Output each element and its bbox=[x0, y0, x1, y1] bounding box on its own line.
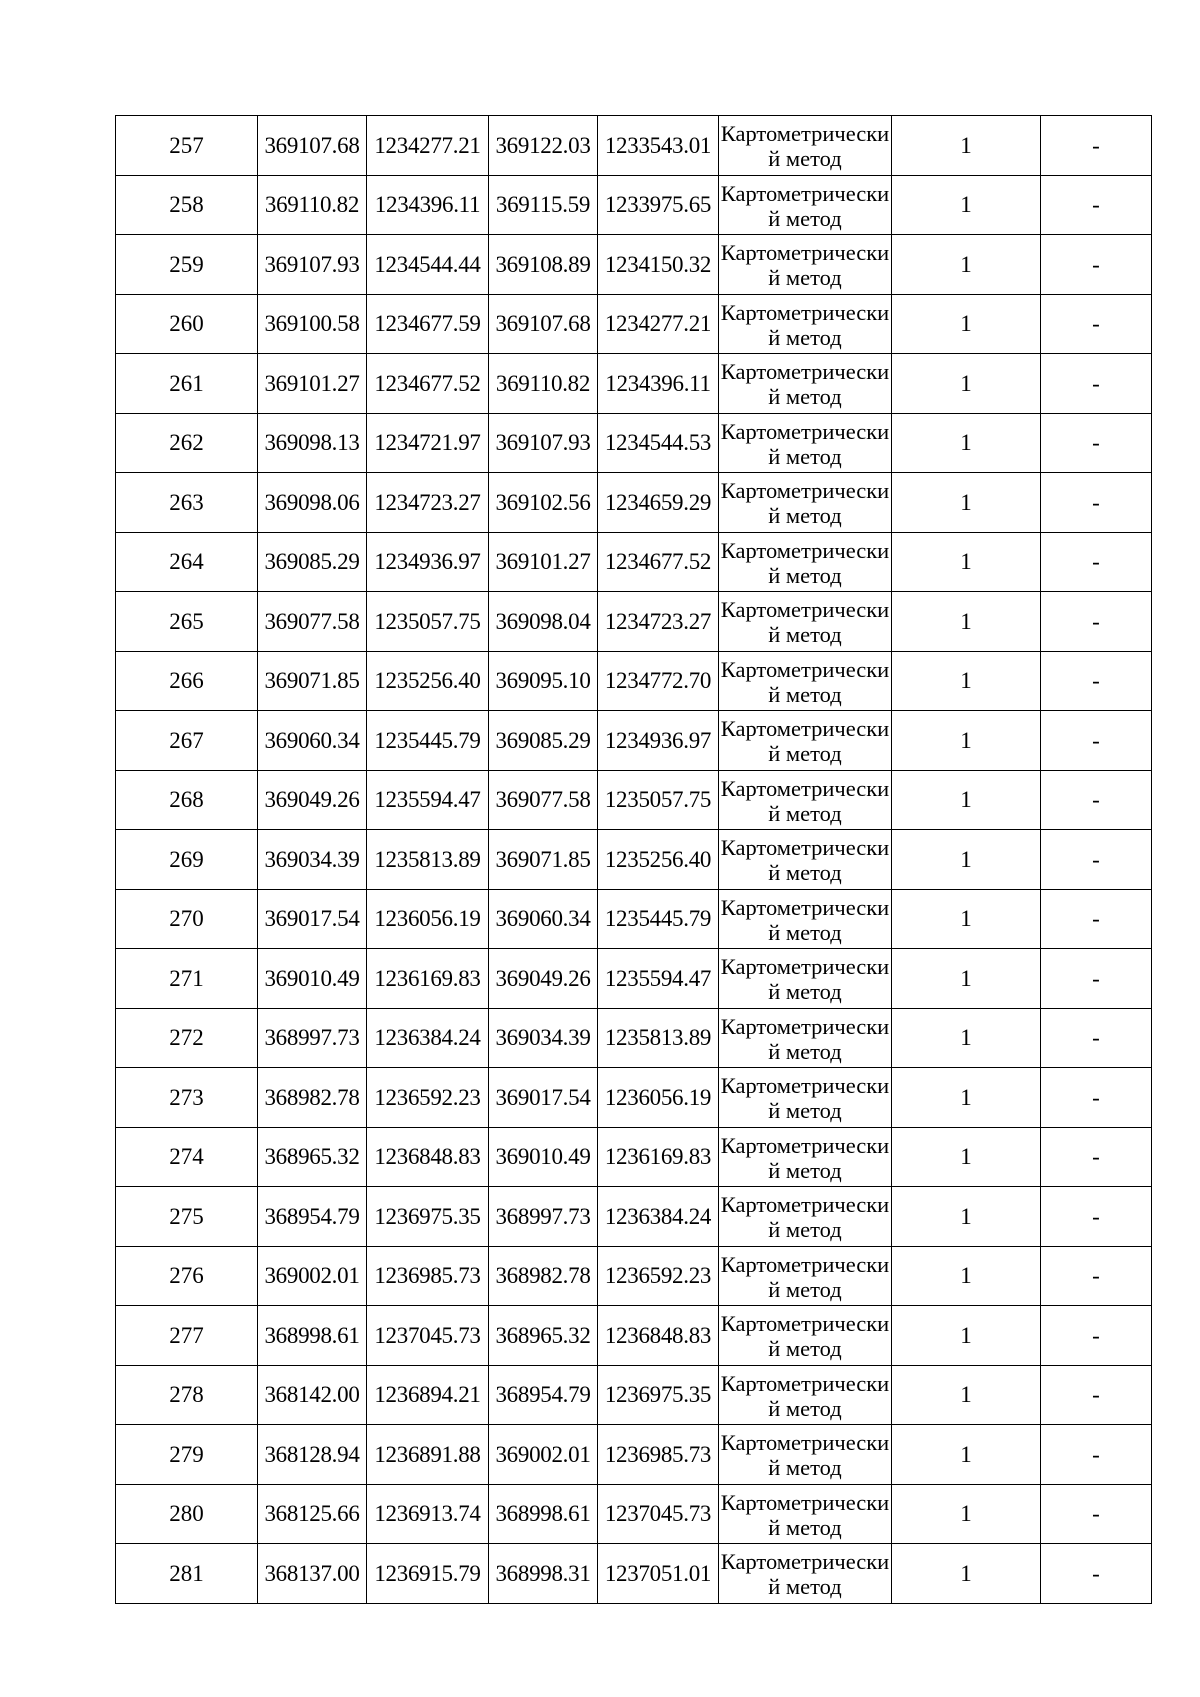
note-cell: - bbox=[1041, 592, 1152, 652]
accuracy-cell: 1 bbox=[892, 770, 1041, 830]
note-cell: - bbox=[1041, 1246, 1152, 1306]
x-coordinate-cell: 369034.39 bbox=[258, 830, 367, 890]
note-cell: - bbox=[1041, 889, 1152, 949]
y-prev-coordinate-cell: 1235057.75 bbox=[598, 770, 719, 830]
note-cell: - bbox=[1041, 1068, 1152, 1128]
note-cell: - bbox=[1041, 651, 1152, 711]
point-number-cell: 259 bbox=[116, 235, 258, 295]
accuracy-cell: 1 bbox=[892, 1187, 1041, 1247]
table-row bbox=[116, 1306, 1152, 1366]
table-row bbox=[116, 592, 1152, 652]
method-cell: Картометрический метод bbox=[719, 651, 892, 711]
point-number-cell: 272 bbox=[116, 1008, 258, 1068]
note-cell: - bbox=[1041, 1127, 1152, 1187]
method-cell: Картометрический метод bbox=[719, 116, 892, 176]
table-row bbox=[116, 116, 1152, 176]
y-prev-coordinate-cell: 1234677.52 bbox=[598, 532, 719, 592]
method-cell: Картометрический метод bbox=[719, 1425, 892, 1485]
method-cell: Картометрический метод bbox=[719, 1246, 892, 1306]
x-prev-coordinate-cell: 369071.85 bbox=[489, 830, 598, 890]
point-number-cell: 280 bbox=[116, 1484, 258, 1544]
method-cell: Картометрический метод bbox=[719, 294, 892, 354]
x-prev-coordinate-cell: 369017.54 bbox=[489, 1068, 598, 1128]
y-coordinate-cell: 1234936.97 bbox=[367, 532, 489, 592]
x-prev-coordinate-cell: 369108.89 bbox=[489, 235, 598, 295]
x-prev-coordinate-cell: 369085.29 bbox=[489, 711, 598, 771]
y-coordinate-cell: 1235445.79 bbox=[367, 711, 489, 771]
accuracy-cell: 1 bbox=[892, 1544, 1041, 1604]
method-cell: Картометрический метод bbox=[719, 354, 892, 414]
y-coordinate-cell: 1236913.74 bbox=[367, 1484, 489, 1544]
note-cell: - bbox=[1041, 1008, 1152, 1068]
table-row bbox=[116, 175, 1152, 235]
accuracy-cell: 1 bbox=[892, 413, 1041, 473]
x-coordinate-cell: 369002.01 bbox=[258, 1246, 367, 1306]
point-number-cell: 281 bbox=[116, 1544, 258, 1604]
y-prev-coordinate-cell: 1233543.01 bbox=[598, 116, 719, 176]
note-cell: - bbox=[1041, 711, 1152, 771]
x-coordinate-cell: 369107.93 bbox=[258, 235, 367, 295]
y-coordinate-cell: 1236169.83 bbox=[367, 949, 489, 1009]
note-cell: - bbox=[1041, 830, 1152, 890]
accuracy-cell: 1 bbox=[892, 592, 1041, 652]
method-cell: Картометрический метод bbox=[719, 532, 892, 592]
table-row bbox=[116, 235, 1152, 295]
note-cell: - bbox=[1041, 1187, 1152, 1247]
point-number-cell: 260 bbox=[116, 294, 258, 354]
method-cell: Картометрический метод bbox=[719, 175, 892, 235]
x-prev-coordinate-cell: 368998.61 bbox=[489, 1484, 598, 1544]
table-row bbox=[116, 770, 1152, 830]
x-prev-coordinate-cell: 368965.32 bbox=[489, 1306, 598, 1366]
method-cell: Картометрический метод bbox=[719, 830, 892, 890]
point-number-cell: 271 bbox=[116, 949, 258, 1009]
x-prev-coordinate-cell: 369034.39 bbox=[489, 1008, 598, 1068]
method-cell: Картометрический метод bbox=[719, 711, 892, 771]
y-coordinate-cell: 1234721.97 bbox=[367, 413, 489, 473]
table-row bbox=[116, 949, 1152, 1009]
y-coordinate-cell: 1235813.89 bbox=[367, 830, 489, 890]
y-coordinate-cell: 1235594.47 bbox=[367, 770, 489, 830]
x-coordinate-cell: 369049.26 bbox=[258, 770, 367, 830]
x-coordinate-cell: 369017.54 bbox=[258, 889, 367, 949]
x-coordinate-cell: 368125.66 bbox=[258, 1484, 367, 1544]
x-coordinate-cell: 369107.68 bbox=[258, 116, 367, 176]
y-prev-coordinate-cell: 1236975.35 bbox=[598, 1365, 719, 1425]
point-number-cell: 262 bbox=[116, 413, 258, 473]
note-cell: - bbox=[1041, 1484, 1152, 1544]
x-coordinate-cell: 369101.27 bbox=[258, 354, 367, 414]
y-coordinate-cell: 1236384.24 bbox=[367, 1008, 489, 1068]
y-coordinate-cell: 1234396.11 bbox=[367, 175, 489, 235]
y-coordinate-cell: 1234677.59 bbox=[367, 294, 489, 354]
point-number-cell: 275 bbox=[116, 1187, 258, 1247]
note-cell: - bbox=[1041, 1425, 1152, 1485]
y-prev-coordinate-cell: 1235594.47 bbox=[598, 949, 719, 1009]
x-prev-coordinate-cell: 369101.27 bbox=[489, 532, 598, 592]
point-number-cell: 278 bbox=[116, 1365, 258, 1425]
y-coordinate-cell: 1234277.21 bbox=[367, 116, 489, 176]
y-coordinate-cell: 1236592.23 bbox=[367, 1068, 489, 1128]
point-number-cell: 257 bbox=[116, 116, 258, 176]
accuracy-cell: 1 bbox=[892, 949, 1041, 1009]
accuracy-cell: 1 bbox=[892, 532, 1041, 592]
y-coordinate-cell: 1235057.75 bbox=[367, 592, 489, 652]
table-row bbox=[116, 473, 1152, 533]
accuracy-cell: 1 bbox=[892, 1484, 1041, 1544]
method-cell: Картометрический метод bbox=[719, 235, 892, 295]
y-prev-coordinate-cell: 1233975.65 bbox=[598, 175, 719, 235]
method-cell: Картометрический метод bbox=[719, 1127, 892, 1187]
x-coordinate-cell: 369085.29 bbox=[258, 532, 367, 592]
accuracy-cell: 1 bbox=[892, 294, 1041, 354]
y-coordinate-cell: 1234723.27 bbox=[367, 473, 489, 533]
x-coordinate-cell: 368998.61 bbox=[258, 1306, 367, 1366]
accuracy-cell: 1 bbox=[892, 1365, 1041, 1425]
table-row bbox=[116, 532, 1152, 592]
table-row bbox=[116, 413, 1152, 473]
y-prev-coordinate-cell: 1235813.89 bbox=[598, 1008, 719, 1068]
note-cell: - bbox=[1041, 413, 1152, 473]
x-coordinate-cell: 368128.94 bbox=[258, 1425, 367, 1485]
y-prev-coordinate-cell: 1234150.32 bbox=[598, 235, 719, 295]
point-number-cell: 265 bbox=[116, 592, 258, 652]
x-prev-coordinate-cell: 369098.04 bbox=[489, 592, 598, 652]
table-row bbox=[116, 1008, 1152, 1068]
point-number-cell: 264 bbox=[116, 532, 258, 592]
x-prev-coordinate-cell: 369110.82 bbox=[489, 354, 598, 414]
accuracy-cell: 1 bbox=[892, 1008, 1041, 1068]
note-cell: - bbox=[1041, 1544, 1152, 1604]
x-prev-coordinate-cell: 369002.01 bbox=[489, 1425, 598, 1485]
accuracy-cell: 1 bbox=[892, 116, 1041, 176]
x-coordinate-cell: 369110.82 bbox=[258, 175, 367, 235]
y-prev-coordinate-cell: 1235256.40 bbox=[598, 830, 719, 890]
y-prev-coordinate-cell: 1234277.21 bbox=[598, 294, 719, 354]
note-cell: - bbox=[1041, 1306, 1152, 1366]
y-prev-coordinate-cell: 1234396.11 bbox=[598, 354, 719, 414]
x-prev-coordinate-cell: 369060.34 bbox=[489, 889, 598, 949]
point-number-cell: 269 bbox=[116, 830, 258, 890]
y-prev-coordinate-cell: 1237051.01 bbox=[598, 1544, 719, 1604]
x-coordinate-cell: 368997.73 bbox=[258, 1008, 367, 1068]
method-cell: Картометрический метод bbox=[719, 770, 892, 830]
x-coordinate-cell: 368142.00 bbox=[258, 1365, 367, 1425]
point-number-cell: 258 bbox=[116, 175, 258, 235]
accuracy-cell: 1 bbox=[892, 651, 1041, 711]
method-cell: Картометрический метод bbox=[719, 1008, 892, 1068]
table-row bbox=[116, 711, 1152, 771]
method-cell: Картометрический метод bbox=[719, 1306, 892, 1366]
table-row bbox=[116, 1187, 1152, 1247]
y-prev-coordinate-cell: 1234659.29 bbox=[598, 473, 719, 533]
accuracy-cell: 1 bbox=[892, 830, 1041, 890]
point-number-cell: 270 bbox=[116, 889, 258, 949]
coordinates-table bbox=[115, 115, 1152, 1604]
note-cell: - bbox=[1041, 354, 1152, 414]
note-cell: - bbox=[1041, 949, 1152, 1009]
x-coordinate-cell: 368965.32 bbox=[258, 1127, 367, 1187]
x-prev-coordinate-cell: 369107.68 bbox=[489, 294, 598, 354]
table-row bbox=[116, 1246, 1152, 1306]
table-row bbox=[116, 1544, 1152, 1604]
method-cell: Картометрический метод bbox=[719, 1365, 892, 1425]
table-row bbox=[116, 294, 1152, 354]
y-prev-coordinate-cell: 1236056.19 bbox=[598, 1068, 719, 1128]
note-cell: - bbox=[1041, 770, 1152, 830]
y-prev-coordinate-cell: 1236985.73 bbox=[598, 1425, 719, 1485]
y-coordinate-cell: 1236894.21 bbox=[367, 1365, 489, 1425]
point-number-cell: 277 bbox=[116, 1306, 258, 1366]
y-prev-coordinate-cell: 1234723.27 bbox=[598, 592, 719, 652]
x-prev-coordinate-cell: 369095.10 bbox=[489, 651, 598, 711]
note-cell: - bbox=[1041, 294, 1152, 354]
method-cell: Картометрический метод bbox=[719, 413, 892, 473]
y-prev-coordinate-cell: 1236592.23 bbox=[598, 1246, 719, 1306]
table-row bbox=[116, 1068, 1152, 1128]
note-cell: - bbox=[1041, 473, 1152, 533]
table-row bbox=[116, 1425, 1152, 1485]
accuracy-cell: 1 bbox=[892, 711, 1041, 771]
table-row bbox=[116, 1127, 1152, 1187]
y-prev-coordinate-cell: 1234772.70 bbox=[598, 651, 719, 711]
point-number-cell: 268 bbox=[116, 770, 258, 830]
x-prev-coordinate-cell: 369049.26 bbox=[489, 949, 598, 1009]
accuracy-cell: 1 bbox=[892, 1306, 1041, 1366]
table-row bbox=[116, 651, 1152, 711]
accuracy-cell: 1 bbox=[892, 1068, 1041, 1128]
x-prev-coordinate-cell: 369102.56 bbox=[489, 473, 598, 533]
table-row bbox=[116, 889, 1152, 949]
y-prev-coordinate-cell: 1236169.83 bbox=[598, 1127, 719, 1187]
point-number-cell: 263 bbox=[116, 473, 258, 533]
table-row bbox=[116, 830, 1152, 890]
x-coordinate-cell: 368137.00 bbox=[258, 1544, 367, 1604]
y-coordinate-cell: 1236056.19 bbox=[367, 889, 489, 949]
method-cell: Картометрический метод bbox=[719, 1068, 892, 1128]
accuracy-cell: 1 bbox=[892, 473, 1041, 533]
x-coordinate-cell: 369100.58 bbox=[258, 294, 367, 354]
note-cell: - bbox=[1041, 175, 1152, 235]
x-prev-coordinate-cell: 368954.79 bbox=[489, 1365, 598, 1425]
x-prev-coordinate-cell: 368997.73 bbox=[489, 1187, 598, 1247]
x-prev-coordinate-cell: 369077.58 bbox=[489, 770, 598, 830]
method-cell: Картометрический метод bbox=[719, 949, 892, 1009]
method-cell: Картометрический метод bbox=[719, 473, 892, 533]
x-coordinate-cell: 369060.34 bbox=[258, 711, 367, 771]
table-row bbox=[116, 1484, 1152, 1544]
note-cell: - bbox=[1041, 1365, 1152, 1425]
accuracy-cell: 1 bbox=[892, 1246, 1041, 1306]
point-number-cell: 267 bbox=[116, 711, 258, 771]
table-row bbox=[116, 1365, 1152, 1425]
y-prev-coordinate-cell: 1235445.79 bbox=[598, 889, 719, 949]
y-prev-coordinate-cell: 1236384.24 bbox=[598, 1187, 719, 1247]
table-body bbox=[116, 116, 1152, 1604]
point-number-cell: 276 bbox=[116, 1246, 258, 1306]
accuracy-cell: 1 bbox=[892, 1127, 1041, 1187]
y-prev-coordinate-cell: 1234936.97 bbox=[598, 711, 719, 771]
point-number-cell: 261 bbox=[116, 354, 258, 414]
y-coordinate-cell: 1236915.79 bbox=[367, 1544, 489, 1604]
x-coordinate-cell: 369010.49 bbox=[258, 949, 367, 1009]
method-cell: Картометрический метод bbox=[719, 1484, 892, 1544]
accuracy-cell: 1 bbox=[892, 235, 1041, 295]
note-cell: - bbox=[1041, 235, 1152, 295]
x-prev-coordinate-cell: 369115.59 bbox=[489, 175, 598, 235]
y-coordinate-cell: 1234677.52 bbox=[367, 354, 489, 414]
y-coordinate-cell: 1236985.73 bbox=[367, 1246, 489, 1306]
x-coordinate-cell: 369077.58 bbox=[258, 592, 367, 652]
x-coordinate-cell: 369098.06 bbox=[258, 473, 367, 533]
x-prev-coordinate-cell: 368982.78 bbox=[489, 1246, 598, 1306]
y-coordinate-cell: 1236975.35 bbox=[367, 1187, 489, 1247]
table-row bbox=[116, 354, 1152, 414]
x-coordinate-cell: 368954.79 bbox=[258, 1187, 367, 1247]
x-coordinate-cell: 368982.78 bbox=[258, 1068, 367, 1128]
accuracy-cell: 1 bbox=[892, 1425, 1041, 1485]
point-number-cell: 274 bbox=[116, 1127, 258, 1187]
y-coordinate-cell: 1236891.88 bbox=[367, 1425, 489, 1485]
accuracy-cell: 1 bbox=[892, 175, 1041, 235]
x-prev-coordinate-cell: 369107.93 bbox=[489, 413, 598, 473]
point-number-cell: 279 bbox=[116, 1425, 258, 1485]
accuracy-cell: 1 bbox=[892, 354, 1041, 414]
x-prev-coordinate-cell: 369010.49 bbox=[489, 1127, 598, 1187]
note-cell: - bbox=[1041, 116, 1152, 176]
x-prev-coordinate-cell: 368998.31 bbox=[489, 1544, 598, 1604]
y-coordinate-cell: 1237045.73 bbox=[367, 1306, 489, 1366]
note-cell: - bbox=[1041, 532, 1152, 592]
method-cell: Картометрический метод bbox=[719, 1544, 892, 1604]
accuracy-cell: 1 bbox=[892, 889, 1041, 949]
method-cell: Картометрический метод bbox=[719, 592, 892, 652]
y-prev-coordinate-cell: 1237045.73 bbox=[598, 1484, 719, 1544]
y-coordinate-cell: 1236848.83 bbox=[367, 1127, 489, 1187]
point-number-cell: 266 bbox=[116, 651, 258, 711]
y-prev-coordinate-cell: 1236848.83 bbox=[598, 1306, 719, 1366]
method-cell: Картометрический метод bbox=[719, 889, 892, 949]
x-coordinate-cell: 369071.85 bbox=[258, 651, 367, 711]
y-coordinate-cell: 1235256.40 bbox=[367, 651, 489, 711]
y-coordinate-cell: 1234544.44 bbox=[367, 235, 489, 295]
y-prev-coordinate-cell: 1234544.53 bbox=[598, 413, 719, 473]
point-number-cell: 273 bbox=[116, 1068, 258, 1128]
x-prev-coordinate-cell: 369122.03 bbox=[489, 116, 598, 176]
x-coordinate-cell: 369098.13 bbox=[258, 413, 367, 473]
method-cell: Картометрический метод bbox=[719, 1187, 892, 1247]
